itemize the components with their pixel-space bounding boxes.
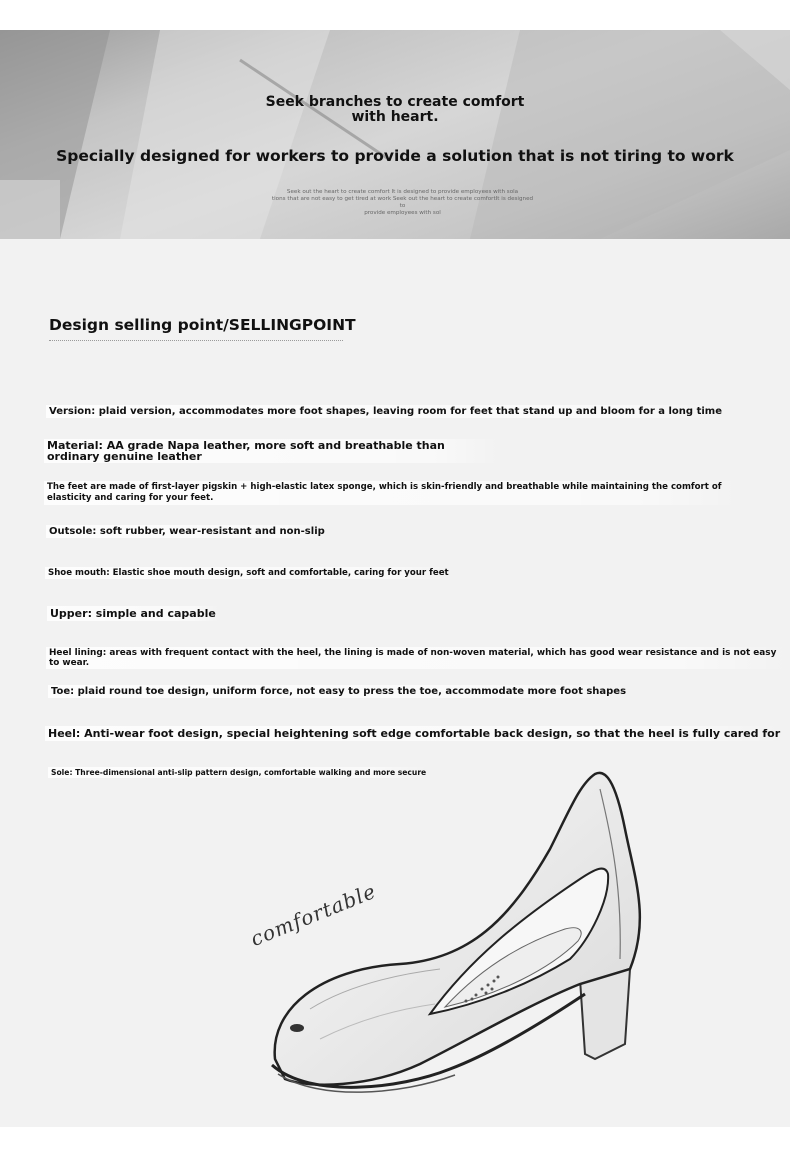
feature-material: Material: AA grade Napa leather, more soft and breathable than ordinary genuine leather — [44, 439, 500, 463]
banner-fine-print-line-2: tions that are not easy to get tired at work Seek out the heart to create comfortIt is designed to — [271, 196, 534, 209]
section-title: Design selling point/SELLINGPOINT — [49, 316, 356, 334]
hero-banner — [0, 30, 790, 239]
banner-title-line-2: with heart. — [351, 109, 439, 125]
feature-version: Version: plaid version, accommodates more foot shapes, leaving room for feet that stand up and bloom for a long time — [46, 405, 725, 418]
section-title-divider — [49, 340, 343, 341]
banner-subtitle: Specially designed for workers to provide a solution that is not tiring to work — [56, 147, 734, 165]
feature-shoe-mouth: Shoe mouth: Elastic shoe mouth design, soft and comfortable, caring for your feet — [45, 567, 452, 579]
feature-heel: Heel: Anti-wear foot design, special heightening soft edge comfortable back design, so that the heel is fully cared for — [45, 726, 783, 741]
feature-outsole: Outsole: soft rubber, wear-resistant and non-slip — [46, 525, 328, 538]
selling-points-section — [0, 239, 790, 1127]
shoe-sketch-image — [250, 769, 710, 1114]
feature-toe: Toe: plaid round toe design, uniform force, not easy to press the toe, accommodate more foot shapes — [48, 685, 629, 698]
banner-title-line-1: Seek branches to create comfort — [265, 94, 525, 110]
feature-upper: Upper: simple and capable — [47, 606, 219, 621]
banner-fine-print — [270, 189, 535, 217]
comfortable-script-text: comfortable — [247, 878, 380, 951]
feature-sole: Sole: Three-dimensional anti-slip pattern design, comfortable walking and more secure — [48, 767, 429, 778]
feature-insole: The feet are made of first-layer pigskin + high-elastic latex sponge, which is skin-friendly and breathable while maintaining the comfort of elasticity and caring for your feet. — [44, 481, 740, 505]
feature-heel-lining: Heel lining: areas with frequent contact with the heel, the lining is made of non-woven material, which has good wear resistance and is not easy to wear. — [46, 647, 790, 669]
banner-fine-print-line-3: provide employees with sol — [364, 210, 441, 216]
banner-title — [0, 95, 790, 125]
banner-fine-print-line-1: Seek out the heart to create comfort It is designed to provide employees with sola — [286, 189, 519, 195]
